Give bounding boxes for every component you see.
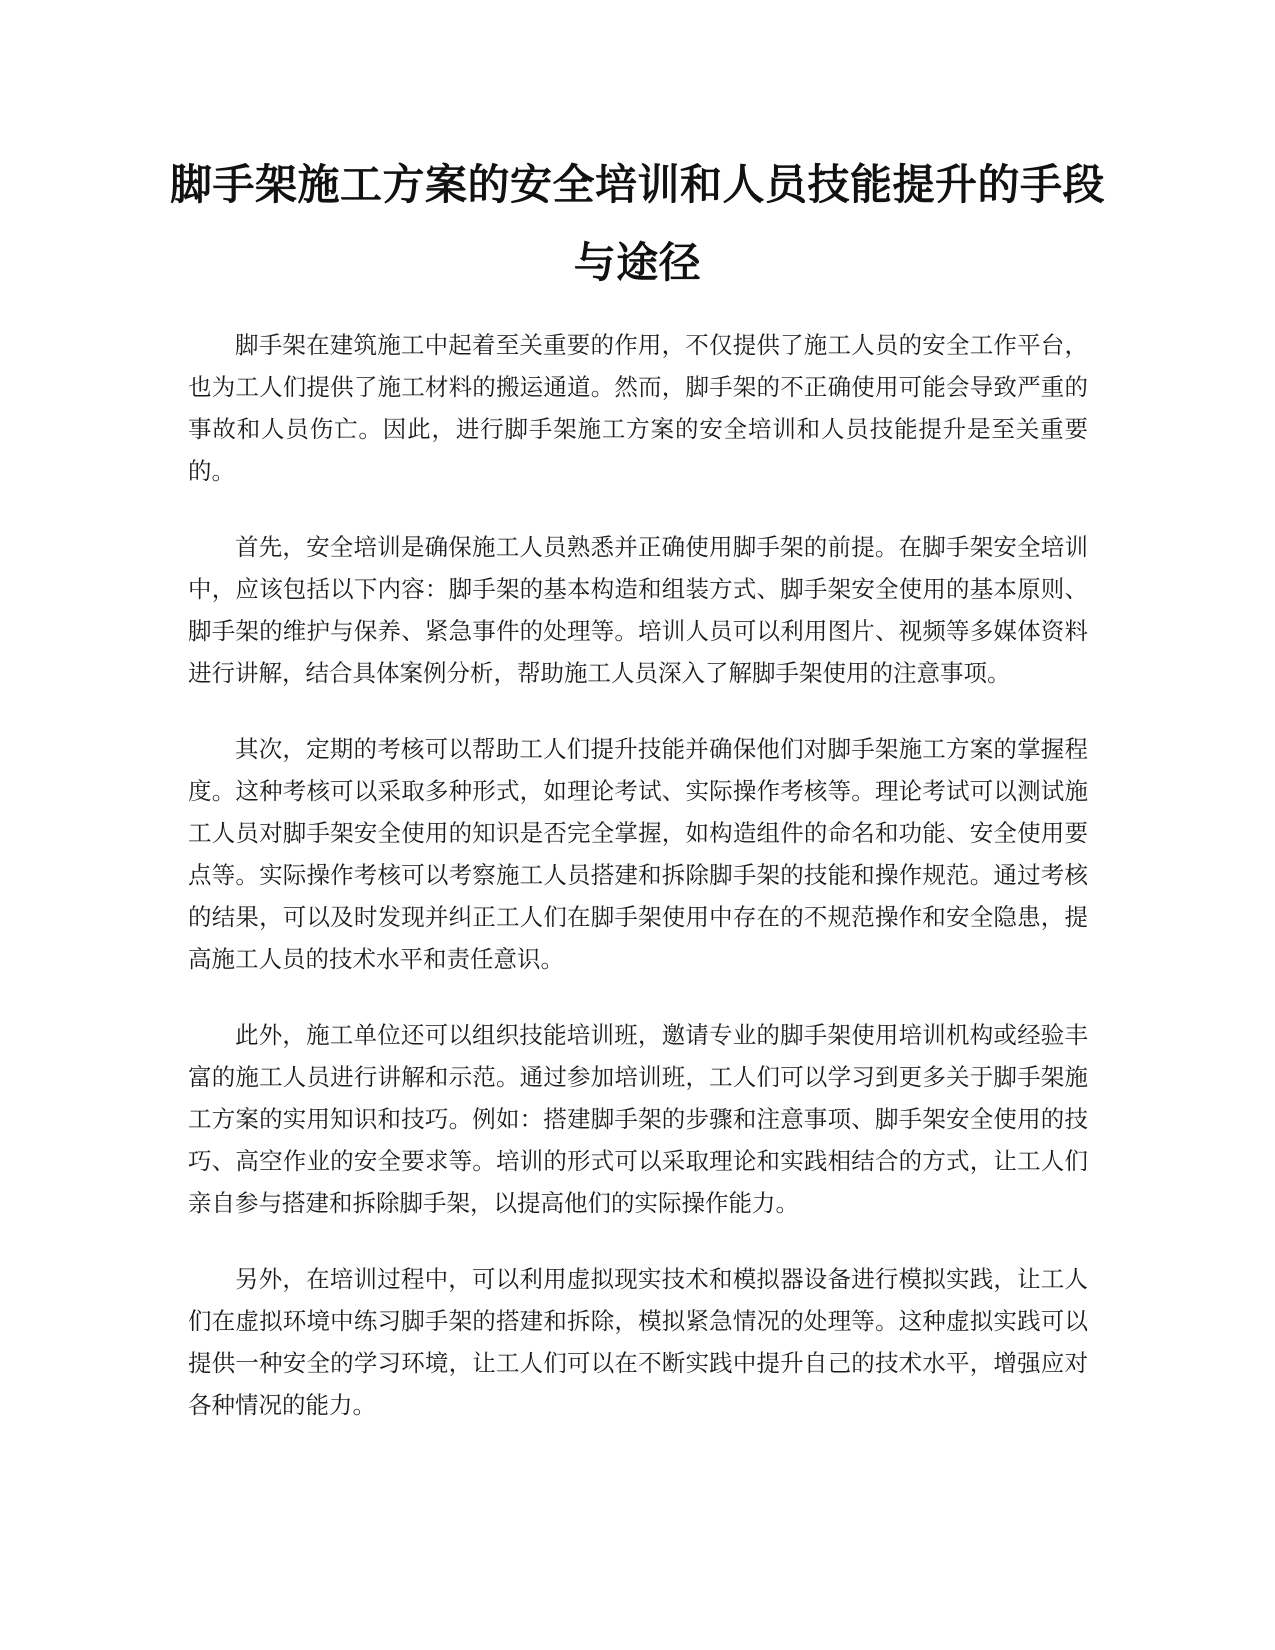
paragraph-assessment: 其次，定期的考核可以帮助工人们提升技能并确保他们对脚手架施工方案的掌握程度。这种考核可以采取多种形式，如理论考试、实际操作考核等。理论考试可以测试施工人员对脚手架安全使用的知识是否完全掌握，如构造组件的命名和功能、安全使用要点等。实际操作考核可以考察施工人员搭建和拆除脚手架的技能和操作规范。通过考核的结果，可以及时发现并纠正工人们在脚手架使用中存在的不规范操作和安全隐患，提高施工人员的技术水平和责任意识。 [188, 735, 1088, 973]
paragraph-safety-training: 首先，安全培训是确保施工人员熟悉并正确使用脚手架的前提。在脚手架安全培训中，应该包括以下内容：脚手架的基本构造和组装方式、脚手架安全使用的基本原则、脚手架的维护与保养、紧急事件的处理等。培训人员可以利用图片、视频等多媒体资料进行讲解，结合具体案例分析，帮助施工人员深入了解脚手架使用的注意事项。 [188, 533, 1088, 687]
paragraph-intro: 脚手架在建筑施工中起着至关重要的作用，不仅提供了施工人员的安全工作平台，也为工人们提供了施工材料的搬运通道。然而，脚手架的不正确使用可能会导致严重的事故和人员伤亡。因此，进行脚手架施工方案的安全培训和人员技能提升是至关重要的。 [188, 331, 1088, 485]
document-body [188, 324, 1088, 1460]
paragraph-training-class: 此外，施工单位还可以组织技能培训班，邀请专业的脚手架使用培训机构或经验丰富的施工人员进行讲解和示范。通过参加培训班，工人们可以学习到更多关于脚手架施工方案的实用知识和技巧。例如：搭建脚手架的步骤和注意事项、脚手架安全使用的技巧、高空作业的安全要求等。培训的形式可以采取理论和实践相结合的方式，让工人们亲自参与搭建和拆除脚手架，以提高他们的实际操作能力。 [188, 1021, 1088, 1217]
paragraph-virtual-practice: 另外，在培训过程中，可以利用虚拟现实技术和模拟器设备进行模拟实践，让工人们在虚拟环境中练习脚手架的搭建和拆除，模拟紧急情况的处理等。这种虚拟实践可以提供一种安全的学习环境，让工人们可以在不断实践中提升自己的技术水平，增强应对各种情况的能力。 [188, 1265, 1088, 1419]
document-title: 脚手架施工方案的安全培训和人员技能提升的手段与途径 [170, 160, 1106, 287]
